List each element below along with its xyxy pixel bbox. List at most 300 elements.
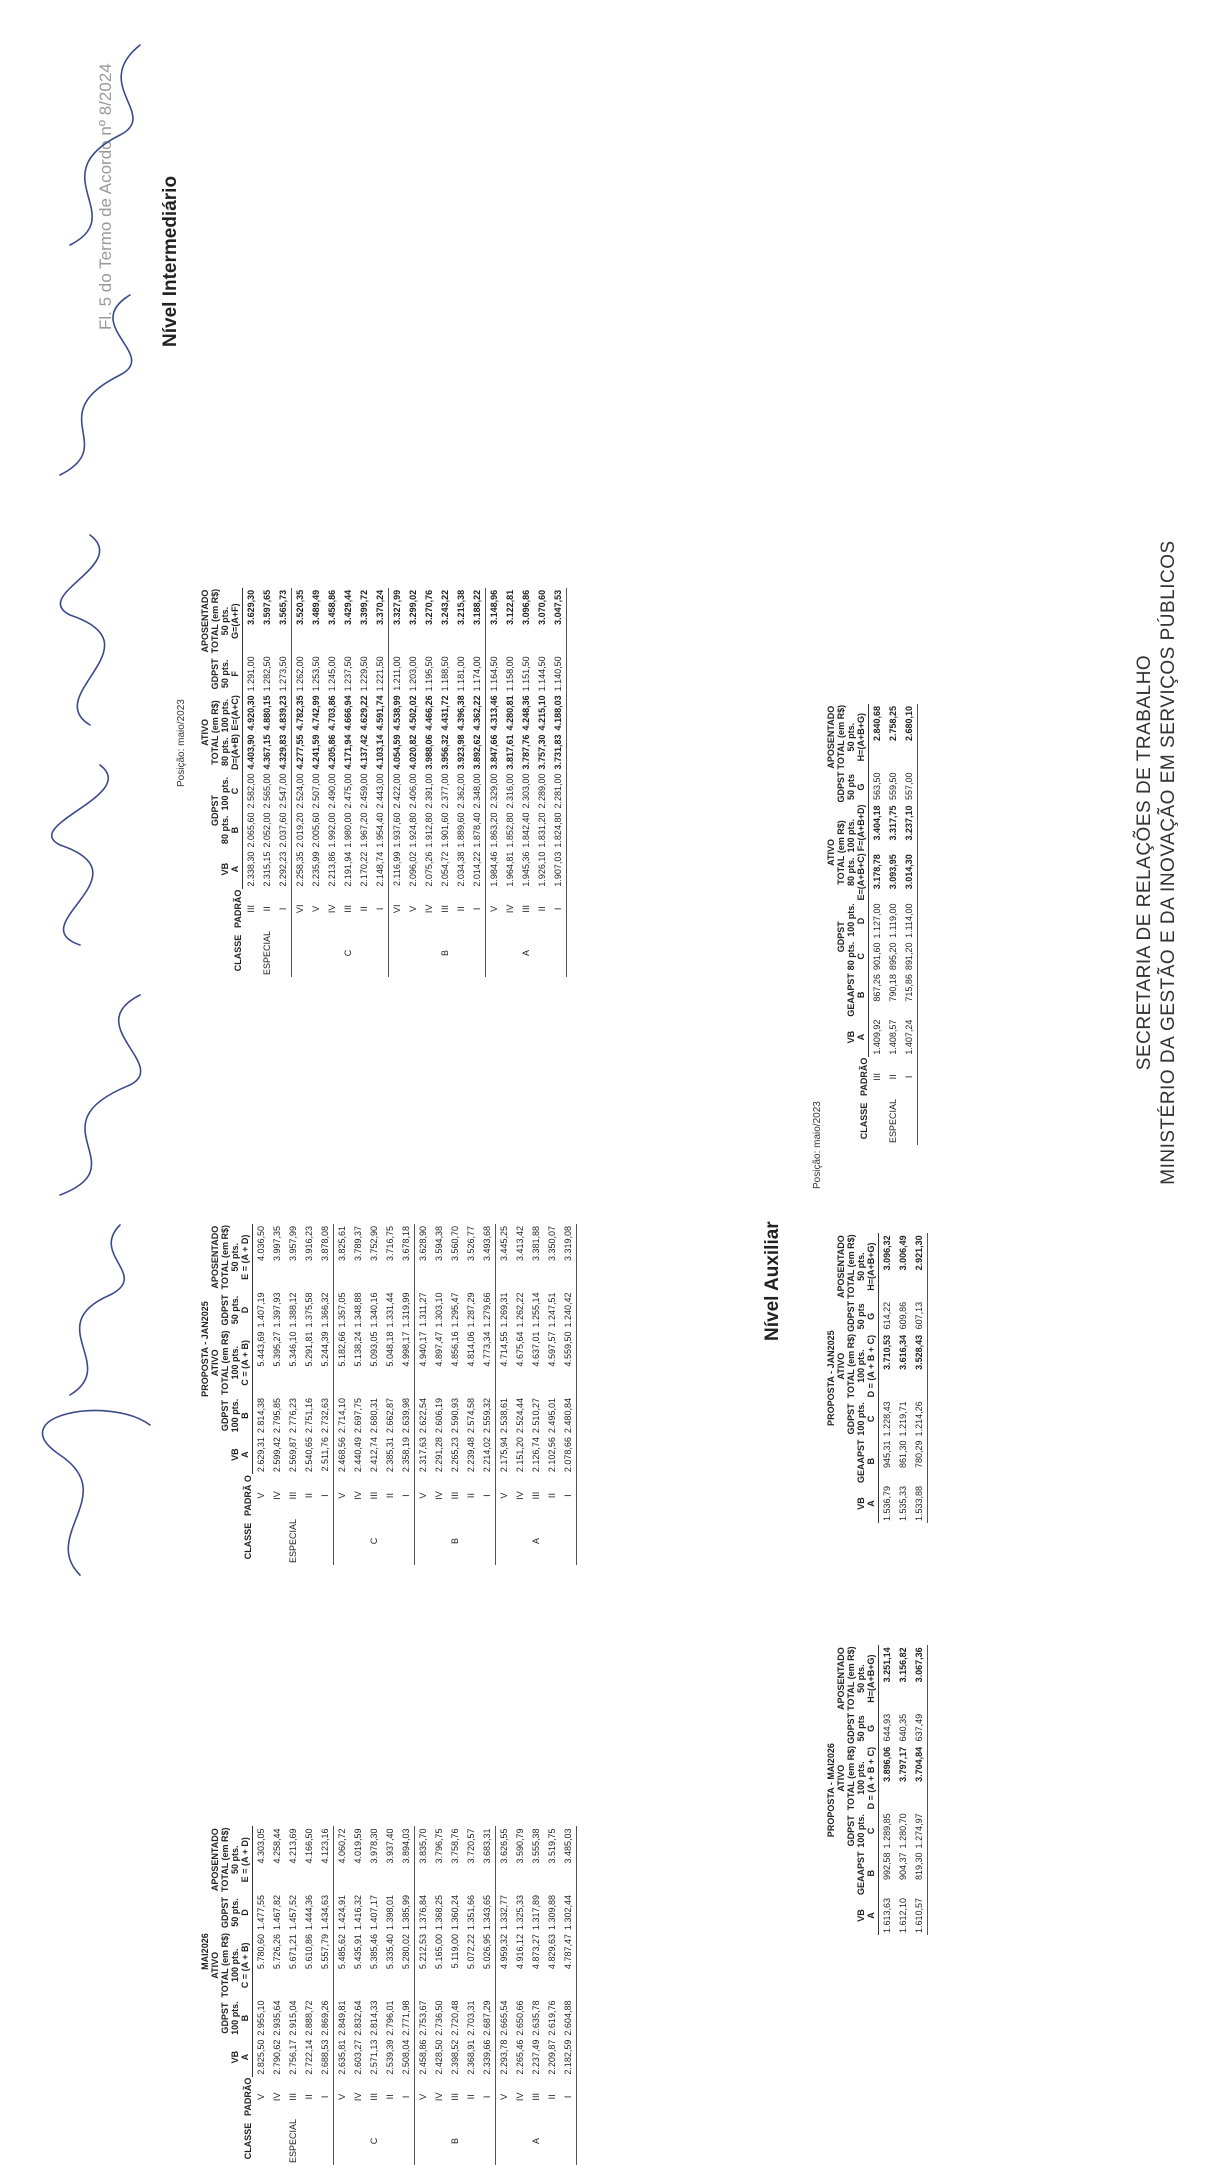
classe-cell [334,2117,351,2165]
value-cell: 3.787,76 [521,734,531,770]
value-cell: 2.458,86 [415,2038,432,2077]
value-cell: 2.758,25 [888,705,898,741]
value-cell: 1.195,50 [424,656,434,692]
value-cell: 1.945,36 [521,851,531,887]
value-cell: 2.258,35 [292,850,309,889]
value-cell: 5.291,81 [304,1331,314,1367]
value-cell: 3.678,18 [401,1225,411,1261]
value-cell: 609,86 [898,1301,908,1330]
value-cell: 4.466,26 [424,695,434,731]
value-cell: 1.280,70 [898,1813,908,1849]
value-cell: 3.937,40 [385,1828,395,1864]
value-cell: 4.396,38 [456,695,466,731]
value-cell: 1.964,81 [505,851,515,887]
value-cell: 1.852,80 [505,812,515,848]
padrao-cell: VI [389,889,406,929]
value-cell: 3.404,18 [872,805,882,841]
value-cell: 1.287,29 [466,1292,476,1328]
value-cell: 1.477,55 [256,1894,266,1931]
value-cell: 2.214,02 [482,1437,492,1473]
value-cell: 1.262,22 [515,1292,525,1328]
classe-cell: ESPECIAL [288,1518,298,1563]
value-cell: 1.416,32 [353,1894,363,1931]
padrao-cell: I [375,907,385,911]
value-cell: 3.178,78 [872,854,882,890]
value-cell: 1.357,05 [334,1290,351,1329]
value-cell: 1.824,80 [550,811,567,850]
value-cell: 3.988,06 [424,734,434,770]
value-cell: 2.622,54 [415,1396,432,1435]
value-cell: 1.992,00 [327,812,337,848]
value-cell: 3.594,38 [434,1225,444,1261]
value-cell: 2.385,31 [385,1437,395,1473]
table-row [285,1826,301,2165]
value-cell: 1.247,51 [547,1292,557,1328]
value-cell: 3.493,68 [482,1225,492,1261]
value-cell: 1.219,71 [898,1401,908,1437]
value-cell: 5.435,91 [353,1934,363,1970]
value-cell: 4.782,35 [292,693,309,732]
classe-cell [317,2117,334,2165]
value-cell: 2.790,62 [272,2039,282,2075]
value-cell: 2.065,60 [246,812,256,848]
classe-cell: C [369,1537,379,1545]
table-row [269,1826,285,2165]
value-cell: 904,37 [898,1852,908,1880]
col-gdpst: GDPST 80 pts. 100 pts. [210,777,230,845]
padrao-cell: V [496,1474,513,1517]
value-cell: 1.610,57 [911,1896,928,1935]
value-cell: 2.888,72 [304,2000,314,2036]
padrao-cell: III [369,1491,379,1500]
value-cell: 2.697,75 [353,1398,363,1434]
value-cell: 1.295,47 [450,1292,460,1328]
rows-intermediario-mai2026 [253,1826,577,2165]
value-cell: 3.704,84 [911,1745,928,1812]
value-cell: 3.237,10 [901,803,918,852]
value-cell: 1.368,25 [434,1894,444,1931]
table-row [528,1826,544,2165]
padrao-cell: I [482,2095,492,2099]
value-cell: 2.052,00 [262,812,272,848]
value-cell: 4.959,32 [496,1932,513,1999]
value-cell: 2.635,81 [334,2038,351,2077]
value-cell: 1.262,00 [292,654,309,693]
value-cell: 5.610,86 [304,1934,314,1970]
value-cell: 2.603,27 [353,2039,363,2075]
value-cell: 3.894,03 [401,1828,411,1864]
value-cell: 2.096,02 [408,851,418,887]
value-cell: 715,86 [901,972,918,1018]
value-cell: 1.325,33 [515,1894,525,1931]
value-cell: 3.797,17 [898,1746,908,1782]
value-cell: 1.331,44 [385,1292,395,1328]
value-cell: 3.565,73 [278,589,288,625]
col-aposentado: APOSENTADO TOTAL (em R$) 50 pts. [200,588,230,654]
value-cell: 3.710,53 [882,1334,892,1370]
value-cell: 4.329,83 [278,734,288,770]
value-cell: 4.880,15 [262,695,272,731]
value-cell: 3.997,35 [272,1225,282,1261]
signature-5 [60,535,104,725]
value-cell: 1.984,46 [486,850,503,889]
value-cell: 3.122,81 [505,589,515,625]
value-cell: 2.599,42 [272,1437,282,1473]
value-cell: 1.332,77 [496,1893,513,1932]
value-cell: 2.639,98 [401,1398,411,1434]
value-cell: 2.075,26 [424,851,434,887]
value-cell: 3.047,53 [550,588,567,655]
table-row [334,1826,351,2165]
value-cell: 1.980,00 [343,812,353,848]
classe-cell: A [531,1537,541,1544]
value-cell: 3.923,98 [456,734,466,770]
value-cell: 1.211,00 [389,654,406,693]
classe-cell: C [343,949,353,957]
value-cell: 2.547,00 [278,773,288,809]
value-cell: 4.916,12 [515,1934,525,1970]
value-cell: 1.375,58 [304,1292,314,1328]
value-cell: 4.188,03 [550,693,567,732]
value-cell: 2.329,00 [486,771,503,810]
value-cell: 2.869,26 [320,2000,330,2036]
value-cell: 1.612,10 [898,1897,908,1933]
page-reference: Fl. 5 do Termo de Acordo nº 8/2024 [96,63,115,330]
signature-4 [52,765,109,945]
padrao-cell: V [255,1492,266,1499]
value-cell: 1.536,79 [882,1485,892,1521]
value-cell: 1.302,44 [560,1893,577,1932]
padrao-cell: III [521,905,531,913]
table-row [560,1826,577,2165]
value-cell: 3.847,66 [486,732,503,771]
table-row [301,1826,317,2165]
classe-cell [560,2117,577,2165]
value-cell: 1.255,14 [531,1292,541,1328]
value-cell: 2.776,23 [288,1398,298,1434]
padrao-cell: II [385,1493,395,1499]
classe-cell: ESPECIAL [288,2118,298,2163]
value-cell: 2.569,87 [288,1437,298,1473]
table-intermediario-current: CLASSE PADRÃO VB GDPST 80 pts. 100 pts. ATIVO TOTAL (em R$) 80 pts. 100 pts. GDPST 50 pts. APOSENTADO TOTAL (em R$) 50 pts. A B C D=(A+B) E=(A+C) F G=(A+F) III 2.338,30 2.065,60 2.582,00 4.403,90 4.920,30 1.291,00 3.629,30 ESPECIAL II 2.315,15 2.052,00 2.565,00 4.367,15 4.880,15 1.282,50 3.597,65 I 2.292,23 2.037,60 2.547,00 4.329,83 4.839,23 1.273,50 3.565,73 VI 2.258,35 2.019,20 2.524,00 4.277,55 4.782,35 1.262,00 3.520,35 V 2.235,99 2.005,60 2.507,00 4.241,59 4.742,99 1.253,50 3.489,49 IV 2.213,86 1.992,00 2.490,00 4.205,86 4.703,86 1.245,00 3.458,86 C III 2.191,94 1.980,00 2.475,00 4.171,94 4.666,94 1.237,50 3.429,44 II 2.170,22 1.967,20 2.459,00 4.137,42 4.629,22 1.229,50 3.399,72 I 2.148,74 1.954,40 2.443,00 4.103,14 4.591,74 1.221,50 3.370,24 VI 2.116,99 1.937,60 2.422,00 4.054,59 4.538,99 1.211,00 3.327,99 V 2.096,02 1.924,80 2.406,00 4.020,82 4.502,02 1.203,00 3.299,02 IV 2.075,26 1.912,80 2.391,00 3.988,06 4.466,26 1.195,50 3.270,76 B III 2.054,72 1.901,60 2.377,00 3.956,32 4.431,72 1.188,50 3.243,22 II 2.034,38 1.889,60 2.362,00 3.923,98 4.396,38 1.181,00 3.215,38 I 2.014,22 1.878,40 2.348,00 3.892,62 4.362,22 1.174,00 3.188,22 V 1.984,46 1.863,20 2.329,00 3.847,66 4.313,46 1.164,50 3.148,96 IV 1.964,81 1.852,80 2.316,00 3.817,61 4.280,81 1.158,00 3.122,81 A III 1.945,36 1.842,40 2.303,00 3.787,76 4.248,36 1.151,50 3.096,86 II 1.926,10 1.831,20 2.289,00 3.757,30 4.215,10 1.144,50 3.070,60 I 1.907,03 1.824,80 2.281,00 3.731,83 4.188,03 1.140,50 3.047,53 [200,588,567,977]
padrao-cell: V [334,2077,351,2117]
value-cell: 2.014,22 [472,851,482,887]
value-cell: 1.533,88 [911,1484,928,1523]
value-cell: 1.376,84 [415,1893,432,1932]
value-cell: 3.243,22 [440,589,450,625]
value-cell: 2.540,65 [304,1437,314,1473]
value-cell: 2.292,23 [278,851,288,887]
value-cell: 2.037,60 [278,812,288,848]
value-cell: 1.424,91 [334,1893,351,1932]
value-cell: 2.703,31 [466,2000,476,2036]
value-cell: 3.629,30 [246,589,256,625]
padrao-cell: III [450,1491,460,1500]
padrao-cell: III [531,2093,541,2101]
value-cell: 1.340,16 [369,1292,379,1328]
value-cell: 1.291,00 [246,656,256,692]
value-cell: 3.381,88 [531,1225,541,1261]
value-cell: 1.253,50 [311,656,321,692]
value-cell: 4.714,55 [496,1330,513,1397]
value-cell: 5.119,00 [450,1934,460,1969]
value-cell: 3.445,25 [496,1224,513,1291]
value-cell: 4.171,94 [343,734,353,770]
value-cell: 5.443,69 [256,1331,266,1367]
value-cell: 2.358,19 [401,1437,411,1473]
value-cell: 2.406,00 [408,773,418,809]
value-cell: 1.311,27 [415,1290,432,1329]
value-cell: 1.188,50 [440,656,450,692]
padrao-cell: IV [353,2092,363,2102]
classe-cell [496,2117,513,2165]
value-cell: 2.440,49 [353,1437,363,1473]
value-cell: 895,20 [888,942,898,971]
value-cell: 5.385,46 [369,1934,379,1970]
value-cell: 3.350,07 [547,1225,557,1261]
value-cell: 3.299,02 [408,589,418,625]
value-cell: 1.237,50 [343,656,353,692]
classe-cell [301,2117,317,2165]
value-cell: 4.215,10 [537,695,547,731]
value-cell: 2.665,54 [496,1999,513,2038]
position-note-auxiliar: Posição: maio/2023 [812,1101,823,1189]
value-cell: 3.270,76 [424,589,434,625]
value-cell: 4.019,59 [353,1828,363,1864]
value-cell: 2.191,94 [343,851,353,887]
value-cell: 2.795,85 [272,1398,282,1434]
value-cell: 4.787,47 [560,1932,577,1999]
table-auxiliar-jan2025: PROPOSTA - JAN2025 VB GEAAPST GDPST 100 pts. ATIVO TOTAL (em R$) 100 pts. GDPST 50 pts APOSENTADO TOTAL (em R$) 50 pts. A B C D = (A + B + C) G H=(A+B+G) 1.536,79 945,31 1.228,43 3.710,53 614,22 3.096,32 1.535,33 861,30 1.219,71 3.616,34 609,86 3.006,49 1.533,88 780,29 1.214,26 3.528,43 607,13 2.921,30 [826,1233,928,1523]
value-cell: 4.280,81 [505,695,515,731]
value-cell: 3.458,86 [327,589,337,625]
value-cell: 2.771,98 [401,2000,411,2036]
value-cell: 1.240,42 [560,1290,577,1329]
value-cell: 4.277,55 [292,732,309,771]
value-cell: 4.123,16 [320,1828,330,1864]
value-cell: 4.137,42 [359,734,369,770]
col-gdpst-50: GDPST 50 pts. [210,658,230,690]
value-cell: 1.151,50 [521,656,531,692]
value-cell: 1.309,88 [547,1894,557,1931]
classe-cell [479,2117,496,2165]
padrao-cell: II [537,906,547,912]
value-cell: 2.722,14 [304,2039,314,2075]
value-cell: 3.251,14 [882,1647,892,1683]
value-cell: 1.229,50 [359,656,369,692]
table-row [496,1826,513,2165]
col-ativo: ATIVO TOTAL (em R$) 80 pts. 100 pts. [200,698,230,766]
value-cell: 3.215,38 [456,589,466,625]
signature-1 [42,1411,150,1575]
value-cell: 1.907,03 [550,850,567,889]
value-cell: 3.148,96 [486,588,503,655]
value-cell: 1.144,50 [537,656,547,692]
value-cell: 4.258,44 [272,1828,282,1864]
padrao-cell: I [401,2095,411,2099]
table-row [350,1826,366,2165]
value-cell: 3.892,62 [472,734,482,770]
value-cell: 3.067,36 [911,1645,928,1712]
value-cell: 1.282,50 [262,656,272,692]
value-cell: 3.896,06 [882,1746,892,1782]
value-cell: 2.825,50 [256,2039,266,2075]
value-cell: 5.335,40 [385,1934,395,1970]
classe-cell [253,2117,270,2165]
value-cell: 1.407,19 [256,1292,266,1328]
padrao-cell: IV [327,904,337,914]
value-cell: 2.291,28 [434,1437,444,1473]
value-cell: 1.408,57 [888,1019,898,1055]
value-cell: 2.480,84 [560,1396,577,1435]
value-cell: 4.675,64 [515,1331,525,1367]
value-cell: 1.214,26 [911,1399,928,1438]
value-cell: 4.814,06 [466,1331,476,1367]
value-cell: 1.317,89 [531,1894,541,1931]
value-cell: 2.034,38 [456,851,466,887]
padrao-cell: I [278,907,288,911]
padrao-cell: II [262,906,272,912]
value-cell: 607,13 [911,1300,928,1333]
value-cell: 3.317,75 [888,805,898,841]
padrao-cell: VI [292,889,309,929]
value-cell: 992,58 [882,1852,892,1880]
value-cell: 5.244,39 [320,1331,330,1367]
value-cell: 3.319,08 [560,1224,577,1291]
section-title-auxiliar: Nível Auxiliar [762,1221,783,1341]
value-cell: 2.582,00 [246,773,256,809]
padrao-cell: I [482,1494,492,1497]
value-cell: 2.662,87 [385,1398,395,1434]
value-cell: 2.468,56 [334,1435,351,1474]
value-cell: 1.279,66 [482,1292,492,1328]
value-cell: 3.327,99 [389,588,406,655]
value-cell: 2.955,10 [256,2000,266,2036]
col-vb: VB [220,862,230,876]
value-cell: 4.367,15 [262,734,272,770]
padrao-cell: IV [272,1491,282,1500]
padrao-cell: IV [272,2092,282,2102]
value-cell: 3.070,60 [537,589,547,625]
value-cell: 2.732,63 [320,1398,330,1434]
table-row [366,1826,382,2165]
padrao-cell: V [334,1474,351,1517]
value-cell: 4.597,57 [547,1331,557,1367]
value-cell: 4.103,14 [375,734,385,770]
value-cell: 2.116,99 [389,850,406,889]
padrao-cell: IV [434,2092,444,2102]
value-cell: 2.443,00 [375,773,385,809]
classe-cell [544,2117,560,2165]
value-cell: 4.998,17 [401,1331,411,1367]
classe-cell: ESPECIAL [262,930,272,975]
value-cell: 3.916,23 [304,1225,314,1261]
value-cell: 2.495,01 [547,1398,557,1434]
table-row [431,1826,447,2165]
value-cell: 2.315,15 [262,851,272,887]
value-cell: 3.399,72 [359,589,369,625]
table-row [544,1826,560,2165]
value-cell: 2.650,66 [515,2000,525,2036]
value-cell: 5.395,27 [272,1331,282,1367]
table-intermediario-jan2025: CLASSE PADRÃ O PROPOSTA - JAN2025 VB GDPST 100 pts. ATIVO TOTAL (em R$) 100 pts. GDPST 50 pts. APOSENTADO TOTAL (em R$) 50 pts. A B C = (A + B) D E = (A + D) V 2.629,31 2.814,38 5.443,69 1.407,19 4.036,50 IV 2.599,42 2.795,85 5.395,27 1.397,93 3.997,35 ESPECIAL III 2.569,87 2.776,23 5.346,10 1.388,12 3.957,99 II 2.540,65 2.751,16 5.291,81 1.375,58 3.916,23 I 2.511,76 2.732,63 5.244,39 1.366,32 3.878,08 V 2.468,56 2.714,10 5.182,66 1.357,05 3.825,61 IV 2.440,49 2.697,75 5.138,24 1.348,88 3.789,37 C III 2.412,74 2.680,31 5.093,05 1.340,16 3.752,90 II 2.385,31 2.662,87 5.048,18 1.331,44 3.716,75 I 2.358,19 2.639,98 4.998,17 1.319,99 3.678,18 V 2.317,63 2.622,54 4.940,17 1.311,27 3.628,90 IV 2.291,28 2.606,19 4.897,47 1.303,10 3.594,38 B III 2.265,23 2.590,93 4.856,16 1.295,47 3.560,70 II 2.239,48 2.574,58 4.814,06 1.287,29 3.526,77 I 2.214,02 2.559,32 4.773,34 1.279,66 3.493,68 V 2.175,94 2.538,61 4.714,55 1.269,31 3.445,25 IV 2.151,20 2.524,44 4.675,64 1.262,22 3.413,42 A III 2.126,74 2.510,27 4.637,01 1.255,14 3.381,88 II 2.102,56 2.495,01 4.597,57 1.247,51 3.350,07 I 2.078,66 2.480,84 4.559,50 1.240,42 3.319,08 [200,1224,577,1565]
value-cell: 563,50 [872,772,882,800]
value-cell: 1.535,33 [898,1485,908,1521]
value-cell: 1.613,63 [882,1897,892,1933]
header-mai2026: MAI2026 [200,1933,210,1970]
value-cell: 2.559,32 [482,1398,492,1434]
classe-cell [398,2117,415,2165]
value-cell: 3.796,75 [434,1828,444,1864]
classe-cell: ESPECIAL [888,1098,898,1143]
padrao-cell: III [450,2093,460,2101]
classe-cell: A [521,949,531,956]
value-cell: 2.019,20 [292,811,309,850]
value-cell: 2.511,76 [320,1437,330,1472]
value-cell: 2.209,87 [547,2039,557,2075]
value-cell: 4.856,16 [450,1331,460,1367]
value-cell: 4.241,59 [311,734,321,770]
value-cell: 2.753,67 [415,1999,432,2038]
padrao-cell: II [547,1493,557,1499]
padrao-cell: I [320,1494,330,1497]
value-cell: 1.388,12 [288,1292,298,1328]
value-cell: 5.182,66 [334,1330,351,1397]
value-cell: 3.093,95 [888,854,898,890]
value-cell: 4.020,82 [408,734,418,770]
value-cell: 1.245,00 [327,656,337,692]
padrao-cell: III [871,1073,882,1081]
value-cell: 2.459,00 [359,773,369,809]
classe-cell: B [450,2137,460,2144]
padrao-cell: II [888,1074,898,1080]
padrao-cell: II [359,906,369,912]
value-cell: 4.060,72 [334,1826,351,1893]
padrao-cell: II [466,2094,476,2100]
value-cell: 861,30 [898,1440,908,1468]
value-cell: 3.825,61 [334,1224,351,1291]
value-cell: 5.346,10 [288,1331,298,1367]
signature-6 [60,295,132,475]
value-cell: 2.362,00 [456,773,466,809]
value-cell: 1.397,93 [272,1292,282,1328]
value-cell: 4.036,50 [256,1225,266,1261]
value-cell: 4.538,99 [389,693,406,732]
padrao-cell: III [288,1491,298,1500]
classe-cell: C [369,2137,379,2145]
padrao-cell: V [496,2077,513,2117]
padrao-cell: II [466,1493,476,1499]
value-cell: 4.873,27 [531,1934,541,1970]
value-cell: 2.606,19 [434,1398,444,1434]
value-cell: 2.054,72 [440,851,450,887]
value-cell: 3.006,49 [898,1235,908,1271]
value-cell: 2.490,00 [327,773,337,809]
value-cell: 1.878,40 [472,812,482,848]
value-cell: 2.688,53 [320,2039,330,2075]
value-cell: 1.274,97 [911,1811,928,1850]
value-cell: 2.239,48 [466,1437,476,1473]
value-cell: 3.752,90 [369,1225,379,1261]
value-cell: 4.666,94 [343,695,353,731]
table-row [447,1826,463,2165]
value-cell: 3.519,75 [547,1828,557,1864]
value-cell: 1.181,00 [456,656,466,692]
value-cell: 5.726,26 [272,1934,282,1970]
value-cell: 2.539,39 [385,2039,395,2075]
value-cell: 1.901,60 [440,812,450,848]
value-cell: 559,50 [888,772,898,800]
